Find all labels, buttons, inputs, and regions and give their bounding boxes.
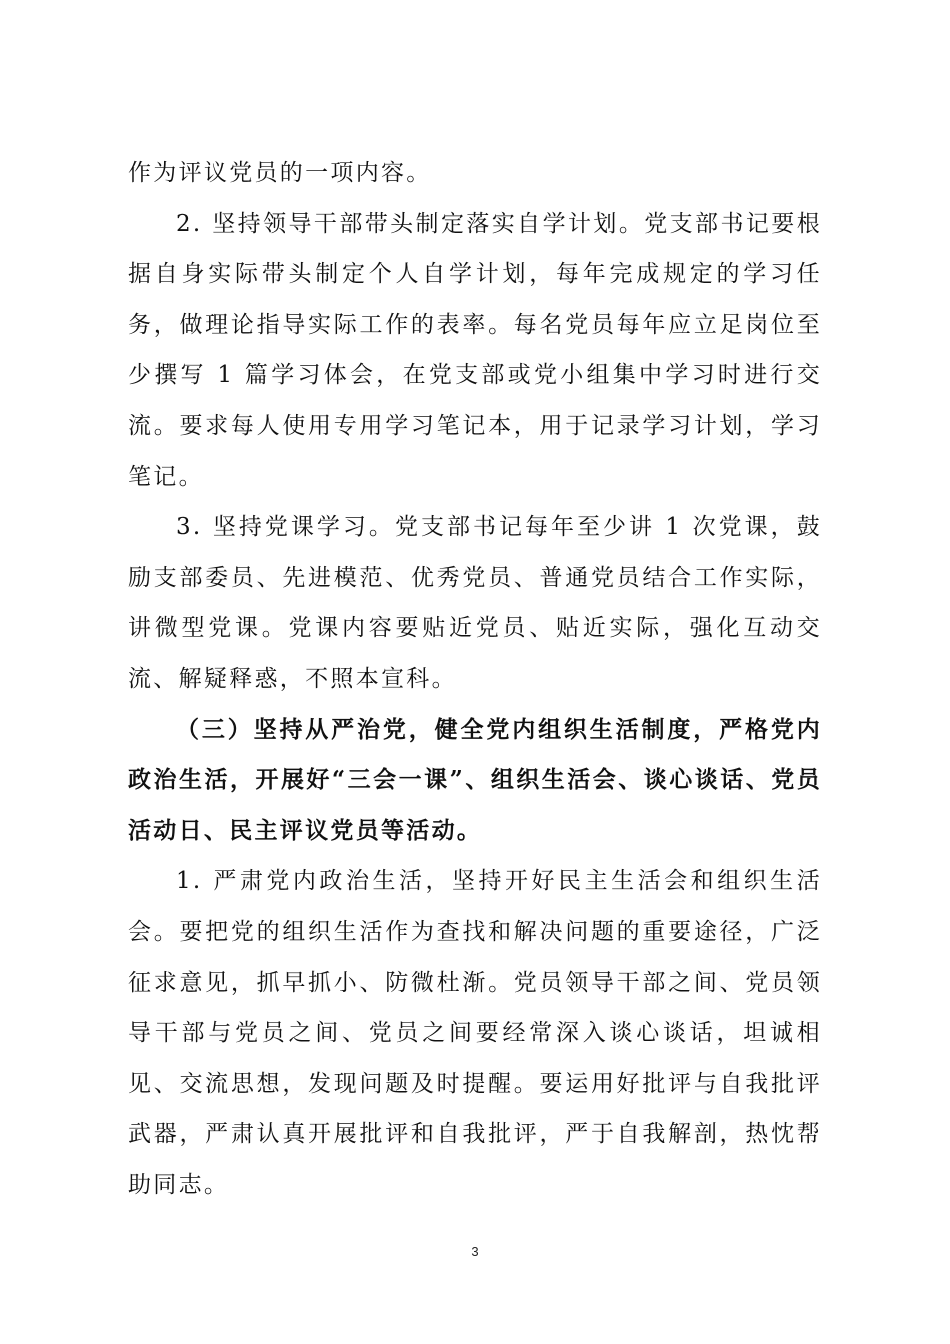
document-body xyxy=(128,148,822,1210)
section-heading-3: （三）坚持从严治党，健全党内组织生活制度，严格党内政治生活，开展好“三会一课”、组织生活会、谈心谈话、党员活动日、民主评议党员等活动。 xyxy=(128,715,822,844)
page-number: 3 xyxy=(471,1244,479,1259)
paragraph-continuation: 作为评议党员的一项内容。 xyxy=(128,160,432,186)
paragraph-item-3: 3. 坚持党课学习。党支部书记每年至少讲 1 次党课，鼓励支部委员、先进模范、优秀党员、普通党员结合工作实际，讲微型党课。党课内容要贴近党员、贴近实际，强化互动交流、解疑释惑，不照本宣科。 xyxy=(128,514,822,692)
paragraph-item-1: 1. 严肃党内政治生活，坚持开好民主生活会和组织生活会。要把党的组织生活作为查找和解决问题的重要途径，广泛征求意见，抓早抓小、防微杜渐。党员领导干部之间、党员领导干部与党员之间、党员之间要经常深入谈心谈话，坦诚相见、交流思想，发现问题及时提醒。要运用好批评与自我批评武器，严肃认真开展批评和自我批评，严于自我解剖，热忱帮助同志。 xyxy=(128,868,822,1198)
paragraph-item-2: 2. 坚持领导干部带头制定落实自学计划。党支部书记要根据自身实际带头制定个人自学计划，每年完成规定的学习任务，做理论指导实际工作的表率。每名党员每年应立足岗位至少撰写 1 篇学习体会，在党支部或党小组集中学习时进行交流。要求每人使用专用学习笔记本，用于记录学习计划，学习笔记。 xyxy=(128,210,822,490)
